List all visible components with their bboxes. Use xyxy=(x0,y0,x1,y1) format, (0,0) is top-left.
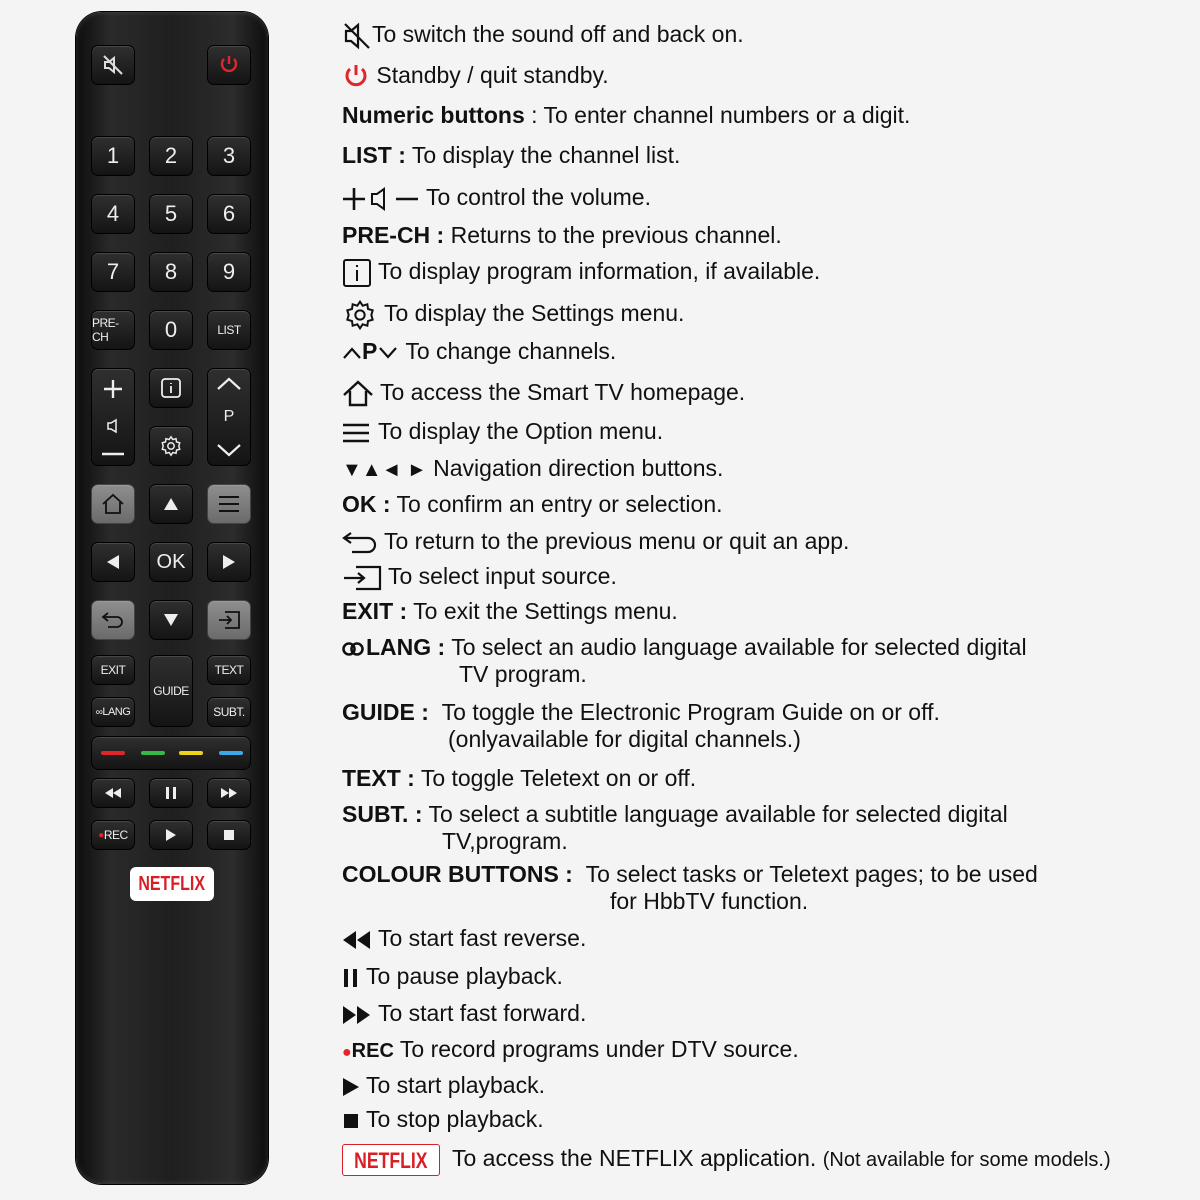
red-button[interactable] xyxy=(101,751,125,755)
netflix-logo-text: NETFLIX xyxy=(354,1147,428,1173)
channel-p-label: P xyxy=(223,407,235,425)
pause-icon xyxy=(342,968,360,988)
pause-desc-text: To pause playback. xyxy=(365,963,563,989)
right-button[interactable] xyxy=(207,542,251,582)
input-icon xyxy=(217,610,241,630)
desc-channel xyxy=(342,338,616,365)
info-icon xyxy=(342,259,372,287)
up-arrow-icon xyxy=(163,497,179,511)
channel-down-icon xyxy=(377,346,399,360)
mute-icon xyxy=(342,22,372,50)
channel-desc-text: To change channels. xyxy=(405,338,617,364)
number-0-button[interactable]: 0 xyxy=(149,310,193,350)
menu-icon xyxy=(218,495,240,513)
info-desc-text: To display program information, if available. xyxy=(377,258,821,284)
guide-desc-text-2: (onlyavailable for digital channels.) xyxy=(448,726,801,752)
stop-desc-text: To stop playback. xyxy=(365,1106,544,1132)
channel-down-icon xyxy=(216,443,242,457)
netflix-button[interactable] xyxy=(130,867,214,901)
desc-volume xyxy=(342,184,651,212)
lang-icon xyxy=(342,641,366,657)
number-3-button[interactable]: 3 xyxy=(207,136,251,176)
number-7-button[interactable]: 7 xyxy=(91,252,135,292)
rewind-icon xyxy=(342,930,372,950)
play-icon xyxy=(165,829,177,841)
ok-button[interactable]: OK xyxy=(149,542,193,582)
number-9-button[interactable]: 9 xyxy=(207,252,251,292)
desc-play xyxy=(342,1072,545,1099)
play-desc-text: To start playback. xyxy=(365,1072,545,1098)
rec-dot-icon: ● xyxy=(342,1044,352,1061)
info-icon xyxy=(160,377,182,399)
back-desc-text: To return to the previous menu or quit an app. xyxy=(383,528,850,554)
desc-forward xyxy=(342,1000,586,1027)
input-icon xyxy=(342,565,382,591)
number-8-button[interactable]: 8 xyxy=(149,252,193,292)
channel-up-icon xyxy=(342,346,362,360)
desc-back xyxy=(342,528,849,556)
netflix-desc-text: To access the NETFLIX application. xyxy=(446,1145,817,1172)
input-desc-text: To select input source. xyxy=(387,563,617,589)
desc-stop xyxy=(342,1106,544,1133)
ok-label: OK : xyxy=(342,491,391,517)
forward-desc-text: To start fast forward. xyxy=(377,1000,587,1026)
prech-desc-text: Returns to the previous channel. xyxy=(444,222,782,248)
colour-label: COLOUR BUTTONS : xyxy=(342,861,573,887)
number-4-button[interactable]: 4 xyxy=(91,194,135,234)
play-button[interactable] xyxy=(149,820,193,850)
desc-input xyxy=(342,563,617,591)
up-button[interactable] xyxy=(149,484,193,524)
text-label: TEXT : xyxy=(342,765,415,791)
number-6-button[interactable]: 6 xyxy=(207,194,251,234)
power-icon xyxy=(342,63,370,91)
subt-desc-text-2: TV,program. xyxy=(442,828,568,854)
stop-icon xyxy=(342,1112,360,1130)
rewind-icon xyxy=(104,788,122,798)
rec-dot-icon: ● xyxy=(98,829,104,841)
fastforward-icon xyxy=(342,1005,372,1025)
desc-prech xyxy=(342,222,782,249)
numeric-desc-text: : To enter channel numbers or a digit. xyxy=(524,102,911,128)
menu-icon xyxy=(342,422,372,444)
number-1-button[interactable]: 1 xyxy=(91,136,135,176)
home-desc-text: To access the Smart TV homepage. xyxy=(379,379,746,405)
volume-up-icon xyxy=(102,378,124,400)
mute-desc-text: To switch the sound off and back on. xyxy=(372,21,744,47)
colour-desc-text-1: To select tasks or Teletext pages; to be used xyxy=(585,861,1038,887)
volume-rocker[interactable] xyxy=(91,368,135,466)
remote-control xyxy=(76,12,268,1184)
settings-button[interactable] xyxy=(149,426,193,466)
down-button[interactable] xyxy=(149,600,193,640)
desc-option xyxy=(342,418,663,445)
text-button[interactable]: TEXT xyxy=(207,655,251,685)
pause-button[interactable] xyxy=(149,778,193,808)
guide-button[interactable]: GUIDE xyxy=(149,655,193,727)
prech-button[interactable]: PRE-CH xyxy=(91,310,135,350)
rewind-button[interactable] xyxy=(91,778,135,808)
fastforward-icon xyxy=(220,788,238,798)
stop-button[interactable] xyxy=(207,820,251,850)
channel-up-icon xyxy=(216,377,242,391)
settings-icon xyxy=(342,299,378,331)
right-arrow-icon xyxy=(222,554,236,570)
fastforward-button[interactable] xyxy=(207,778,251,808)
desc-standby xyxy=(342,62,609,91)
guide-desc-text-1: To toggle the Electronic Program Guide on or off. xyxy=(441,699,940,725)
input-button[interactable] xyxy=(207,600,251,640)
subt-label: SUBT. : xyxy=(342,801,423,827)
nav-arrows-icon: ▼▲◄ ► xyxy=(342,459,427,481)
desc-exit xyxy=(342,598,678,625)
volume-desc-text: To control the volume. xyxy=(425,184,651,210)
list-button[interactable]: LIST xyxy=(207,310,251,350)
desc-netflix xyxy=(342,1144,1111,1176)
desc-ok xyxy=(342,491,723,518)
blue-button[interactable] xyxy=(219,751,243,755)
guide-label: GUIDE : xyxy=(342,699,429,725)
colour-desc-text-2: for HbbTV function. xyxy=(610,888,809,914)
power-button[interactable] xyxy=(207,45,251,85)
list-label: LIST : xyxy=(342,142,406,168)
volume-icon xyxy=(106,418,120,434)
list-desc-text: To display the channel list. xyxy=(405,142,681,168)
desc-settings xyxy=(342,299,684,331)
menu-button[interactable] xyxy=(207,484,251,524)
home-button[interactable] xyxy=(91,484,135,524)
rec-label: REC xyxy=(351,1040,394,1062)
desc-info xyxy=(342,258,820,287)
ok-desc-text: To confirm an entry or selection. xyxy=(390,491,723,517)
green-button[interactable] xyxy=(141,751,165,755)
settings-desc-text: To display the Settings menu. xyxy=(383,300,685,327)
channel-rocker[interactable] xyxy=(207,368,251,466)
desc-list xyxy=(342,142,680,169)
desc-guide xyxy=(342,699,940,753)
volume-down-icon xyxy=(102,452,124,456)
lang-icon: ∞ xyxy=(95,706,103,718)
home-icon xyxy=(101,493,125,515)
lang-label: LANG : xyxy=(366,634,446,660)
desc-nav xyxy=(342,455,723,484)
desc-rewind xyxy=(342,925,586,952)
info-button[interactable] xyxy=(149,368,193,408)
left-button[interactable] xyxy=(91,542,135,582)
mute-button[interactable] xyxy=(91,45,135,85)
desc-rec xyxy=(342,1036,799,1066)
back-icon xyxy=(101,610,125,630)
subt-button[interactable]: SUBT. xyxy=(207,697,251,727)
netflix-logo xyxy=(342,1144,440,1176)
exit-desc-text: To exit the Settings menu. xyxy=(407,598,678,624)
left-arrow-icon xyxy=(106,554,120,570)
netflix-note: (Not available for some models.) xyxy=(822,1149,1111,1172)
standby-desc-text: Standby / quit standby. xyxy=(376,62,609,88)
lang-button[interactable] xyxy=(91,697,135,727)
lang-desc-text-1: To select an audio language available for selected digital xyxy=(445,634,1027,660)
numeric-label: Numeric buttons xyxy=(342,102,525,128)
exit-button[interactable]: EXIT xyxy=(91,655,135,685)
desc-home xyxy=(342,379,745,408)
number-5-button[interactable]: 5 xyxy=(149,194,193,234)
mute-icon xyxy=(101,53,125,77)
option-desc-text: To display the Option menu. xyxy=(377,418,664,444)
rec-button[interactable] xyxy=(91,820,135,850)
desc-mute xyxy=(342,21,744,50)
back-icon xyxy=(342,530,378,556)
rewind-desc-text: To start fast reverse. xyxy=(377,925,587,951)
rec-label: REC xyxy=(103,828,128,842)
desc-pause xyxy=(342,963,563,990)
rec-desc-text: To record programs under DTV source. xyxy=(393,1036,799,1062)
number-2-button[interactable]: 2 xyxy=(149,136,193,176)
desc-text xyxy=(342,765,696,792)
lang-desc-text-2: TV program. xyxy=(459,661,587,687)
exit-label: EXIT : xyxy=(342,598,408,624)
pause-icon xyxy=(166,787,176,799)
play-icon xyxy=(342,1077,360,1097)
power-icon xyxy=(217,53,241,77)
netflix-logo: NETFLIX xyxy=(138,872,206,895)
lang-label: LANG xyxy=(102,706,131,718)
settings-icon xyxy=(160,435,182,457)
prech-label: PRE-CH : xyxy=(342,222,445,248)
desc-colour xyxy=(342,861,1038,915)
volume-control-icon xyxy=(342,186,420,212)
desc-numeric xyxy=(342,102,910,129)
stop-icon xyxy=(224,830,234,840)
subt-desc-text-1: To select a subtitle language available for selected digital xyxy=(422,801,1008,827)
text-desc-text: To toggle Teletext on or off. xyxy=(414,765,697,791)
channel-p-label: P xyxy=(362,338,378,364)
nav-desc-text: Navigation direction buttons. xyxy=(433,455,724,481)
home-icon xyxy=(342,380,374,408)
back-button[interactable] xyxy=(91,600,135,640)
yellow-button[interactable] xyxy=(179,751,203,755)
down-arrow-icon xyxy=(163,613,179,627)
desc-lang xyxy=(342,634,1027,688)
desc-subt xyxy=(342,801,1008,855)
